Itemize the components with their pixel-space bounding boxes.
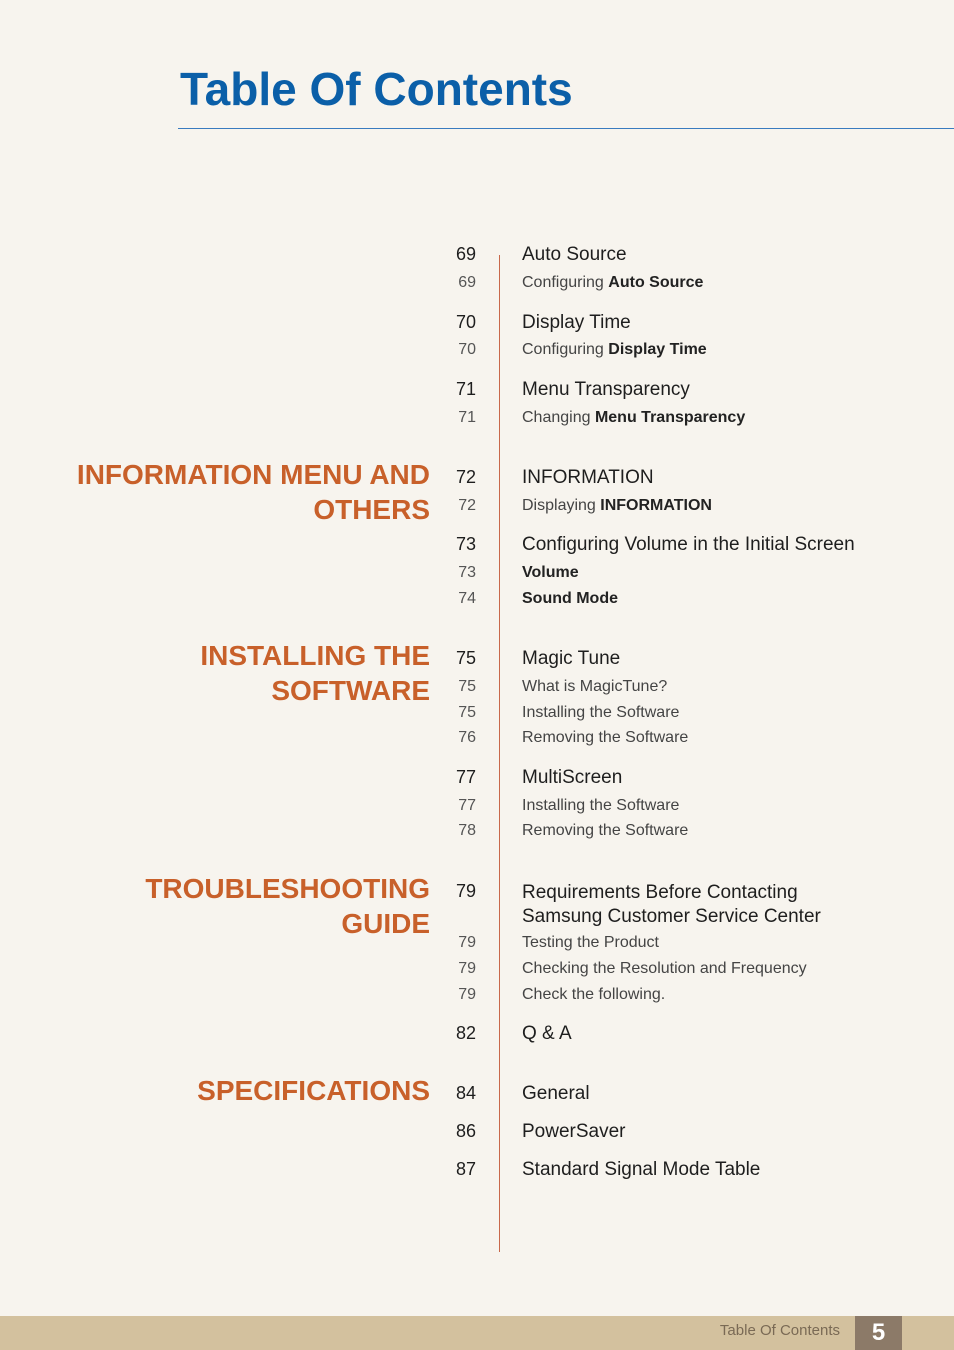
page-number: 75	[458, 678, 476, 695]
page-number: 72	[458, 497, 476, 514]
toc-entry[interactable]	[0, 244, 954, 270]
page-number: 71	[455, 379, 476, 399]
section-line: GUIDE	[341, 908, 430, 939]
toc-subentry[interactable]	[0, 590, 954, 616]
page-number: 86	[455, 1121, 476, 1141]
toc-subentry[interactable]	[0, 986, 954, 1012]
entry-title: Sound Mode	[522, 590, 618, 607]
page-number: 84	[455, 1083, 476, 1103]
entry-title: General	[522, 1083, 590, 1104]
toc-entry[interactable]	[0, 767, 954, 793]
entry-title: Displaying INFORMATION	[522, 497, 712, 514]
toc-entry[interactable]	[0, 467, 954, 493]
toc-subentry[interactable]	[0, 934, 954, 960]
toc-subentry[interactable]	[0, 678, 954, 704]
page-number: 72	[455, 467, 476, 487]
entry-title: Removing the Software	[522, 729, 689, 746]
page-number: 79	[458, 960, 476, 977]
page-number: 76	[458, 729, 476, 746]
page-number: 78	[458, 822, 476, 839]
page-number: 75	[455, 648, 476, 668]
entry-title: Installing the Software	[522, 704, 680, 721]
toc-entry[interactable]	[0, 881, 954, 933]
page-number: 87	[455, 1159, 476, 1179]
entry-title: Q & A	[522, 1023, 572, 1044]
toc-subentry[interactable]	[0, 341, 954, 367]
page-number: 75	[458, 704, 476, 721]
page-number: 77	[455, 767, 476, 787]
entry-title: Standard Signal Mode Table	[522, 1159, 761, 1180]
section-line: SOFTWARE	[271, 675, 430, 706]
title-rule	[178, 128, 954, 129]
toc-entry[interactable]	[0, 379, 954, 405]
entry-title: Menu Transparency	[522, 379, 690, 400]
page-number: 73	[455, 534, 476, 554]
toc-subentry[interactable]	[0, 960, 954, 986]
toc-subentry[interactable]	[0, 409, 954, 435]
page-number: 79	[458, 986, 476, 1003]
page-number: 82	[455, 1023, 476, 1043]
entry-title: Requirements Before Contacting Samsung Customer Service Center	[522, 882, 821, 927]
page-number: 79	[455, 881, 476, 901]
entry-title: INFORMATION	[522, 467, 654, 488]
toc-entry[interactable]	[0, 648, 954, 674]
entry-title: Configuring Auto Source	[522, 274, 704, 291]
section-line: INSTALLING THE	[200, 640, 430, 671]
entry-title: Auto Source	[522, 244, 627, 265]
section-line: INFORMATION MENU AND	[76, 459, 430, 490]
page-number: 69	[455, 244, 476, 264]
toc-subentry[interactable]	[0, 564, 954, 590]
entry-title: Installing the Software	[522, 797, 680, 814]
page-number: 70	[455, 312, 476, 332]
page-number: 70	[458, 341, 476, 358]
entry-title: PowerSaver	[522, 1121, 626, 1142]
page-number: 77	[458, 797, 476, 814]
toc-subentry[interactable]	[0, 729, 954, 755]
entry-title: Removing the Software	[522, 822, 689, 839]
section-line: SPECIFICATIONS	[197, 1075, 430, 1106]
entry-title: Check the following.	[522, 986, 666, 1003]
page-number: 69	[458, 274, 476, 291]
toc-entry[interactable]	[0, 312, 954, 338]
entry-title: Checking the Resolution and Frequency	[522, 960, 807, 977]
page-footer	[0, 1316, 954, 1350]
entry-title: Configuring Display Time	[522, 341, 707, 358]
entry-title: Magic Tune	[522, 648, 621, 669]
entry-title: Changing Menu Transparency	[522, 409, 746, 426]
toc-entry[interactable]	[0, 534, 954, 560]
entry-title: Configuring Volume in the Initial Screen	[522, 534, 855, 555]
entry-title: What is MagicTune?	[522, 678, 668, 695]
section-line: OTHERS	[313, 494, 430, 525]
page-title: Table Of Contents	[180, 63, 573, 115]
toc-entry[interactable]	[0, 1023, 954, 1049]
toc-subentry[interactable]	[0, 822, 954, 848]
section-line: TROUBLESHOOTING	[145, 873, 430, 904]
toc-subentry[interactable]	[0, 497, 954, 523]
entry-title: Display Time	[522, 312, 631, 333]
page-number: 74	[458, 590, 476, 607]
footer-page-number: 5	[855, 1316, 902, 1350]
toc-subentry[interactable]	[0, 797, 954, 823]
toc-entry[interactable]	[0, 1083, 954, 1109]
toc-entry[interactable]	[0, 1159, 954, 1185]
toc-entry[interactable]	[0, 1121, 954, 1147]
toc-subentry[interactable]	[0, 274, 954, 300]
page-number: 73	[458, 564, 476, 581]
entry-title: MultiScreen	[522, 767, 623, 788]
toc-subentry[interactable]	[0, 704, 954, 730]
entry-title: Volume	[522, 564, 579, 581]
footer-label: Table Of Contents	[719, 1322, 840, 1339]
page-number: 79	[458, 934, 476, 951]
page-number: 71	[458, 409, 476, 426]
entry-title: Testing the Product	[522, 934, 659, 951]
